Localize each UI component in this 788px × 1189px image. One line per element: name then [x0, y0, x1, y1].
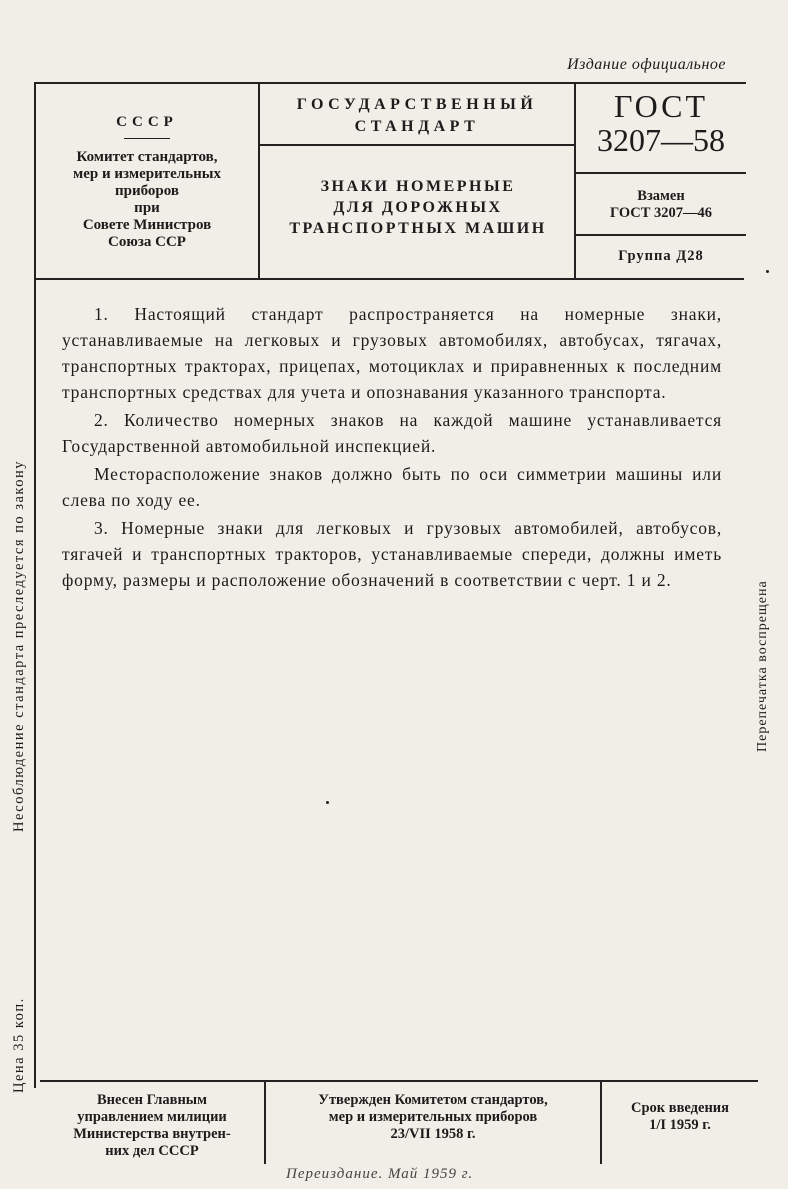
country-name: СССР [116, 114, 178, 130]
body-left-rule [34, 278, 36, 1088]
title-cell [260, 84, 576, 280]
standard-type: ГОСУДАРСТВЕННЫЙ СТАНДАРТ [296, 96, 538, 135]
paragraph-1: 1. Настоящий стандарт распространяется на номерные знаки, устанавливаемые на легковых и грузовых автомобилях, автобусах, тягачах, транспортных тракторах, прицепах, мотоциклах и приравненных к последним транспортных средствах для учета и опознавания указанного транспорта. [62, 304, 722, 402]
replaces-block: Взамен ГОСТ 3207—46 [609, 188, 713, 221]
introduced-by-cell: Внесен Главным управлением милиции Министерства внутрен- них дел СССР [40, 1082, 266, 1164]
paragraph-4: 3. Номерные знаки для легковых и грузовых автомобилей, автобусов, тягачей и транспортных тракторов, устанавливаемые спереди, должны иметь форму, размеры и расположение обозначений в соответствии с черт. 1 и 2. [62, 518, 722, 590]
country-divider [124, 138, 170, 139]
designation-cell [576, 84, 746, 280]
group-divider [576, 234, 746, 236]
gost-word: ГОСТ [613, 88, 709, 124]
issuer-cell [36, 84, 260, 280]
paragraph-2: 2. Количество номерных знаков на каждой машине устанавливается Государственной автомобильной инспекцией. [62, 410, 722, 456]
gost-designation [576, 84, 746, 174]
committee-name: Комитет стандартов, мер и измерительных приборов при Совете Министров Союза ССР [73, 149, 221, 250]
ink-speck [766, 270, 769, 273]
title-divider [260, 144, 576, 146]
reprint-notice: Перепечатка воспрещена [755, 580, 770, 752]
effective-date-cell: Срок введения 1/I 1959 г. [631, 1100, 729, 1133]
standard-body [62, 301, 722, 595]
group-label: Группа Д28 [618, 248, 704, 264]
approved-by-cell: Утвержден Комитетом стандартов, мер и измерительных приборов 23/VII 1958 г. [266, 1082, 602, 1164]
gost-number: 3207—58 [597, 122, 725, 158]
paragraph-3: Месторасположение знаков должно быть по оси симметрии машины или слева по ходу ее. [62, 464, 722, 510]
ink-speck [326, 801, 329, 804]
body-top-rule [34, 278, 744, 280]
legal-notice: Несоблюдение стандарта преследуется по закону [11, 460, 27, 832]
standard-title: ЗНАКИ НОМЕРНЫЕ ДЛЯ ДОРОЖНЫХ ТРАНСПОРТНЫХ МАШИН [289, 178, 547, 237]
price-label: Цена 35 коп. [11, 997, 27, 1093]
edition-label: Издание официальное [567, 56, 726, 73]
footer-table [40, 1080, 758, 1164]
header-table [34, 82, 746, 280]
reissue-label: Переиздание. Май 1959 г. [286, 1166, 474, 1182]
